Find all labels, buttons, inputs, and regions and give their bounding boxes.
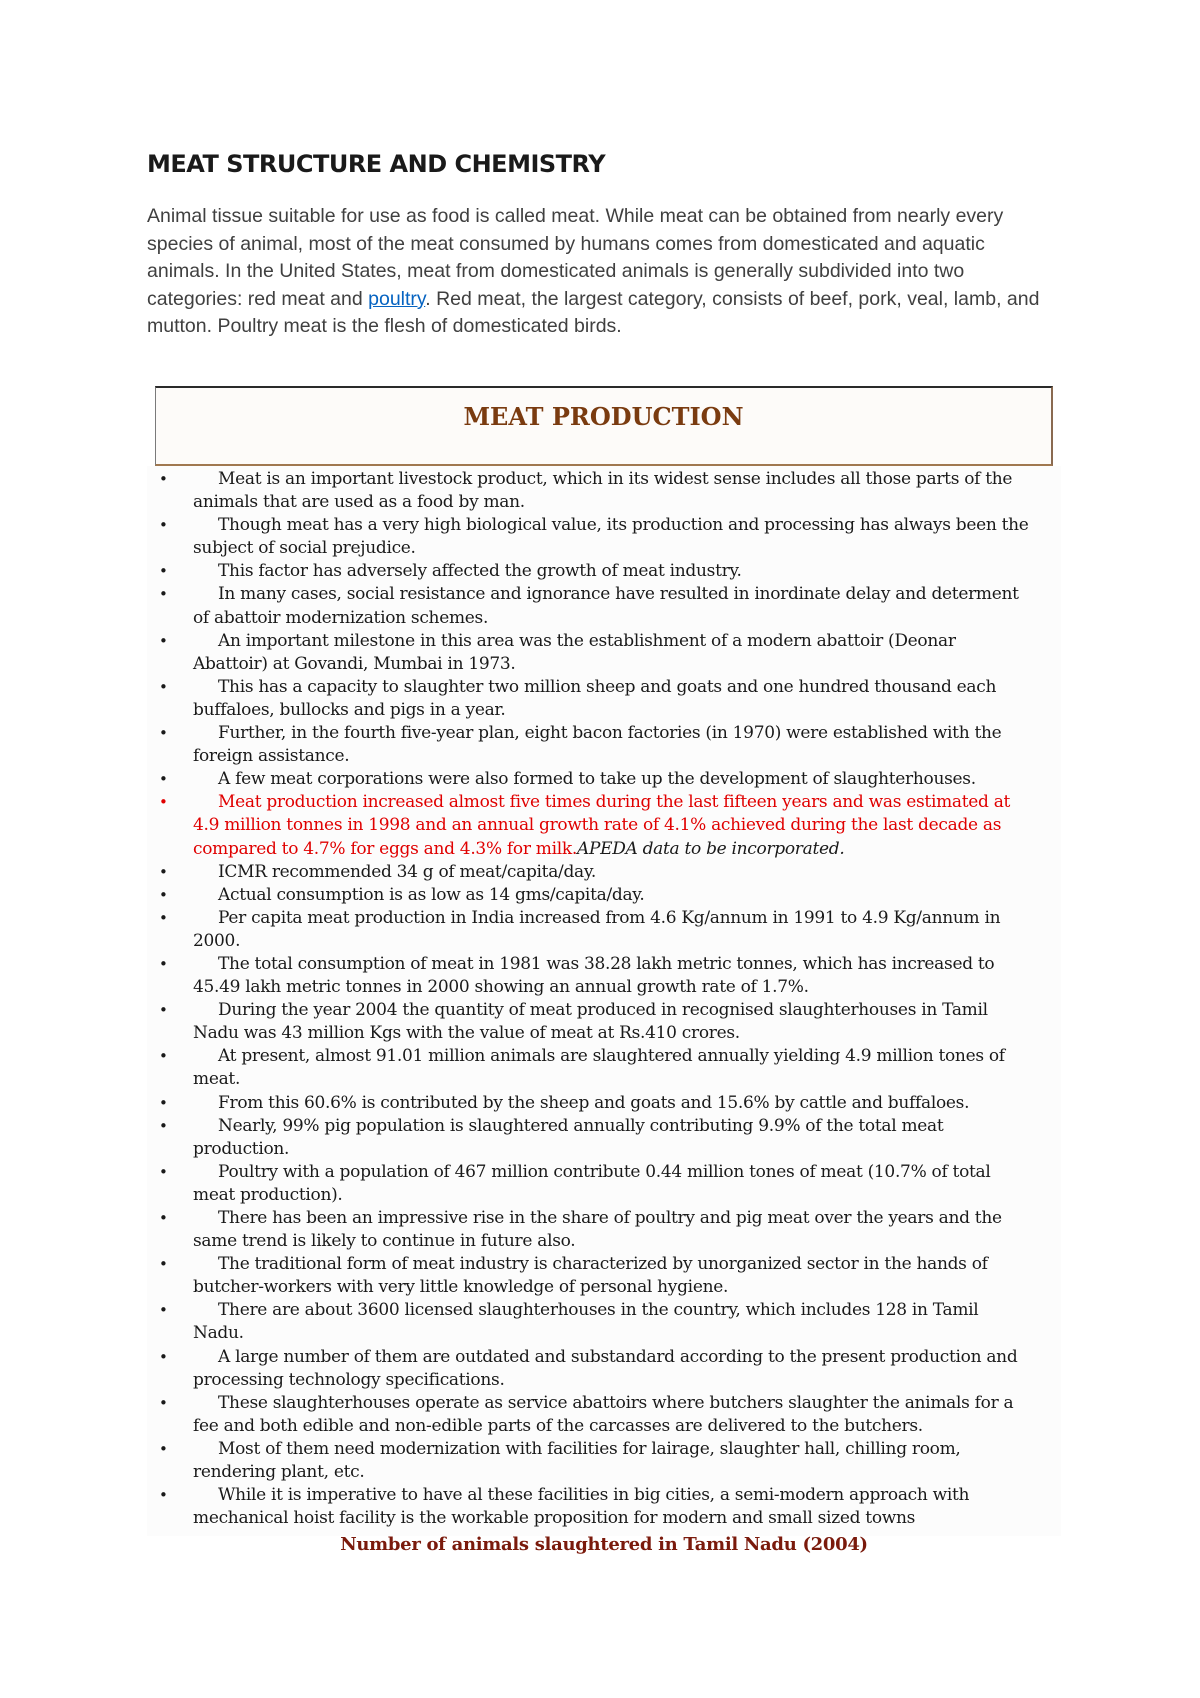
bullet-item — [159, 583, 1033, 629]
bullet-dot-icon: • — [159, 677, 168, 696]
bullet-dot-icon: • — [159, 1209, 168, 1227]
bullet-dot-icon: • — [159, 1001, 168, 1020]
intro-paragraph — [147, 203, 1057, 341]
bullet-dot-icon: • — [159, 516, 168, 535]
highlighted-text: Meat production increased almost five times during the last fifteen years and was estimated at 4.9 million tonnes in 1998 and an annual growth rate of 4.1% achieved during the last decade as compared to 4.7% for eggs and 4.3% for milk. — [193, 792, 1011, 859]
bullet-dot-icon: • — [159, 470, 168, 488]
bullet-dot-icon: • — [159, 885, 168, 904]
bullet-item — [159, 722, 1033, 768]
bullet-text: This has a capacity to slaughter two million sheep and goats and one hundred thousand each buffaloes, bullocks and pigs in a year. — [193, 676, 997, 720]
intro-text-before-link: Animal tissue suitable for use as food is called meat. While meat can be obtained from nearly every species of animal, most of the meat consumed by humans comes from domesticated and aquatic animals. In the United States, meat from domesticated animals is generally subdivided into two categories: red meat and — [147, 205, 1004, 310]
intro-text-after-link: . Red meat, the largest category, consists of beef, pork, veal, lamb, and mutton. Poultry meat is the flesh of domesticated birds. — [147, 287, 1040, 338]
bullet-item — [159, 1253, 1033, 1299]
bullet-item — [159, 861, 1033, 884]
bullet-text: Poultry with a population of 467 million contribute 0.44 million tones of meat (10.7% of total meat production). — [193, 1161, 991, 1205]
table-caption: Number of animals slaughtered in Tamil Nadu (2004) — [340, 1534, 868, 1555]
bullet-item — [159, 1438, 1033, 1484]
editor-note: APEDA data to be incorporated. — [576, 838, 845, 859]
section-heading: MEAT PRODUCTION — [463, 402, 744, 431]
bullet-text: During the year 2004 the quantity of meat produced in recognised slaughterhouses in Tamil Nadu was 43 million Kgs with the value of meat at Rs.410 crores. — [193, 1000, 988, 1044]
bullet-text: Meat is an important livestock product, which in its widest sense includes all those parts of the animals that are used as a food by man. — [193, 469, 1013, 513]
bullet-text: While it is imperative to have al these facilities in big cities, a semi-modern approach with mechanical hoist facility is the workable proposition for modern and small sized towns — [193, 1485, 970, 1529]
document-title: MEAT STRUCTURE AND CHEMISTRY — [147, 150, 606, 178]
bullet-item-highlighted — [159, 791, 1033, 860]
bullet-text: Though meat has a very high biological value, its production and processing has always been the subject of social prejudice. — [193, 515, 1029, 559]
bullet-text: There has been an impressive rise in the share of poultry and pig meat over the years and the same trend is likely to continue in future also. — [193, 1208, 1002, 1252]
bullet-text: ICMR recommended 34 g of meat/capita/day. — [218, 861, 597, 882]
bullet-dot-icon: • — [159, 724, 168, 743]
bullet-text: In many cases, social resistance and ignorance have resulted in inordinate delay and determent of abattoir modernization schemes. — [193, 584, 1019, 628]
bullet-dot-icon: • — [159, 862, 168, 881]
bullet-item — [159, 1161, 1033, 1207]
bullet-dot-icon: • — [159, 1393, 168, 1412]
meat-production-bullet-list — [159, 468, 1033, 1530]
bullet-text: An important milestone in this area was the establishment of a modern abattoir (Deonar Abattoir) at Govandi, Mumbai in 1973. — [193, 630, 956, 674]
bullet-dot-icon: • — [159, 631, 168, 650]
bullet-text: This factor has adversely affected the growth of meat industry. — [218, 561, 742, 582]
bullet-text: Most of them need modernization with facilities for lairage, slaughter hall, chilling room, rendering plant, etc. — [193, 1438, 961, 1483]
bullet-item — [159, 1346, 1033, 1392]
bullet-item — [159, 907, 1033, 953]
bullet-item — [159, 768, 1033, 791]
bullet-dot-icon: • — [159, 1162, 168, 1181]
bullet-item — [159, 999, 1033, 1045]
bullet-text: The total consumption of meat in 1981 was 38.28 lakh metric tonnes, which has increased to 45.49 lakh metric tonnes in 2000 showing an annual growth rate of 1.7%. — [193, 953, 995, 998]
bullet-dot-icon: • — [159, 770, 168, 789]
bullet-dot-icon: • — [159, 908, 168, 927]
bullet-item — [159, 953, 1033, 999]
bullet-text: At present, almost 91.01 million animals are slaughtered annually yielding 4.9 million tones of meat. — [193, 1046, 1005, 1090]
section-heading-box — [155, 386, 1053, 466]
bullet-text: The traditional form of meat industry is characterized by unorganized sector in the hands of butcher-workers with very little knowledge of personal hygiene. — [193, 1254, 988, 1298]
bullet-text: There are about 3600 licensed slaughterhouses in the country, which includes 128 in Tamil Nadu. — [193, 1300, 979, 1344]
bullet-dot-icon: • — [159, 1301, 168, 1320]
bullet-item — [159, 884, 1033, 907]
bullet-dot-icon: • — [159, 562, 168, 581]
bullet-dot-icon: • — [159, 793, 168, 812]
bullet-dot-icon: • — [159, 954, 168, 973]
bullet-dot-icon: • — [159, 1255, 168, 1274]
bullet-item — [159, 468, 1033, 514]
bullet-text: From this 60.6% is contributed by the sheep and goats and 15.6% by cattle and buffaloes. — [218, 1092, 970, 1113]
bullet-item — [159, 560, 1033, 583]
bullet-dot-icon: • — [159, 1047, 168, 1066]
bullet-text: Actual consumption is as low as 14 gms/capita/day. — [218, 884, 645, 905]
bullet-text: Further, in the fourth five-year plan, eight bacon factories (in 1970) were established with the foreign assistance. — [193, 723, 1002, 767]
bullet-item — [159, 1392, 1033, 1438]
bullet-text: Per capita meat production in India increased from 4.6 Kg/annum in 1991 to 4.9 Kg/annum in 2000. — [193, 907, 1001, 951]
bullet-item — [159, 514, 1033, 560]
bullet-dot-icon: • — [159, 1347, 168, 1366]
bullet-dot-icon: • — [159, 1439, 168, 1458]
bullet-item — [159, 1092, 1033, 1115]
poultry-link[interactable]: poultry — [368, 287, 426, 310]
bullet-item — [159, 630, 1033, 676]
bullet-dot-icon: • — [159, 1093, 168, 1112]
bullet-text: These slaughterhouses operate as service abattoirs where butchers slaughter the animals for a fee and both edible and non-edible parts of the carcasses are delivered to the butchers. — [193, 1392, 1014, 1436]
bullet-item — [159, 1045, 1033, 1091]
bullet-item — [159, 676, 1033, 722]
bullet-item — [159, 1299, 1033, 1345]
bullet-text — [193, 792, 1010, 858]
bullet-text: A few meat corporations were also formed to take up the development of slaughterhouses. — [218, 769, 976, 790]
bullet-item — [159, 1484, 1033, 1530]
bullet-item — [159, 1207, 1033, 1253]
bullet-dot-icon: • — [159, 1116, 168, 1135]
bullet-text: Nearly, 99% pig population is slaughtered annually contributing 9.9% of the total meat production. — [193, 1115, 944, 1159]
bullet-item — [159, 1115, 1033, 1161]
bullet-dot-icon: • — [159, 1486, 168, 1505]
bullet-text: A large number of them are outdated and substandard according to the present production and processing technology specifications. — [193, 1346, 1018, 1390]
bullet-dot-icon: • — [159, 585, 168, 604]
